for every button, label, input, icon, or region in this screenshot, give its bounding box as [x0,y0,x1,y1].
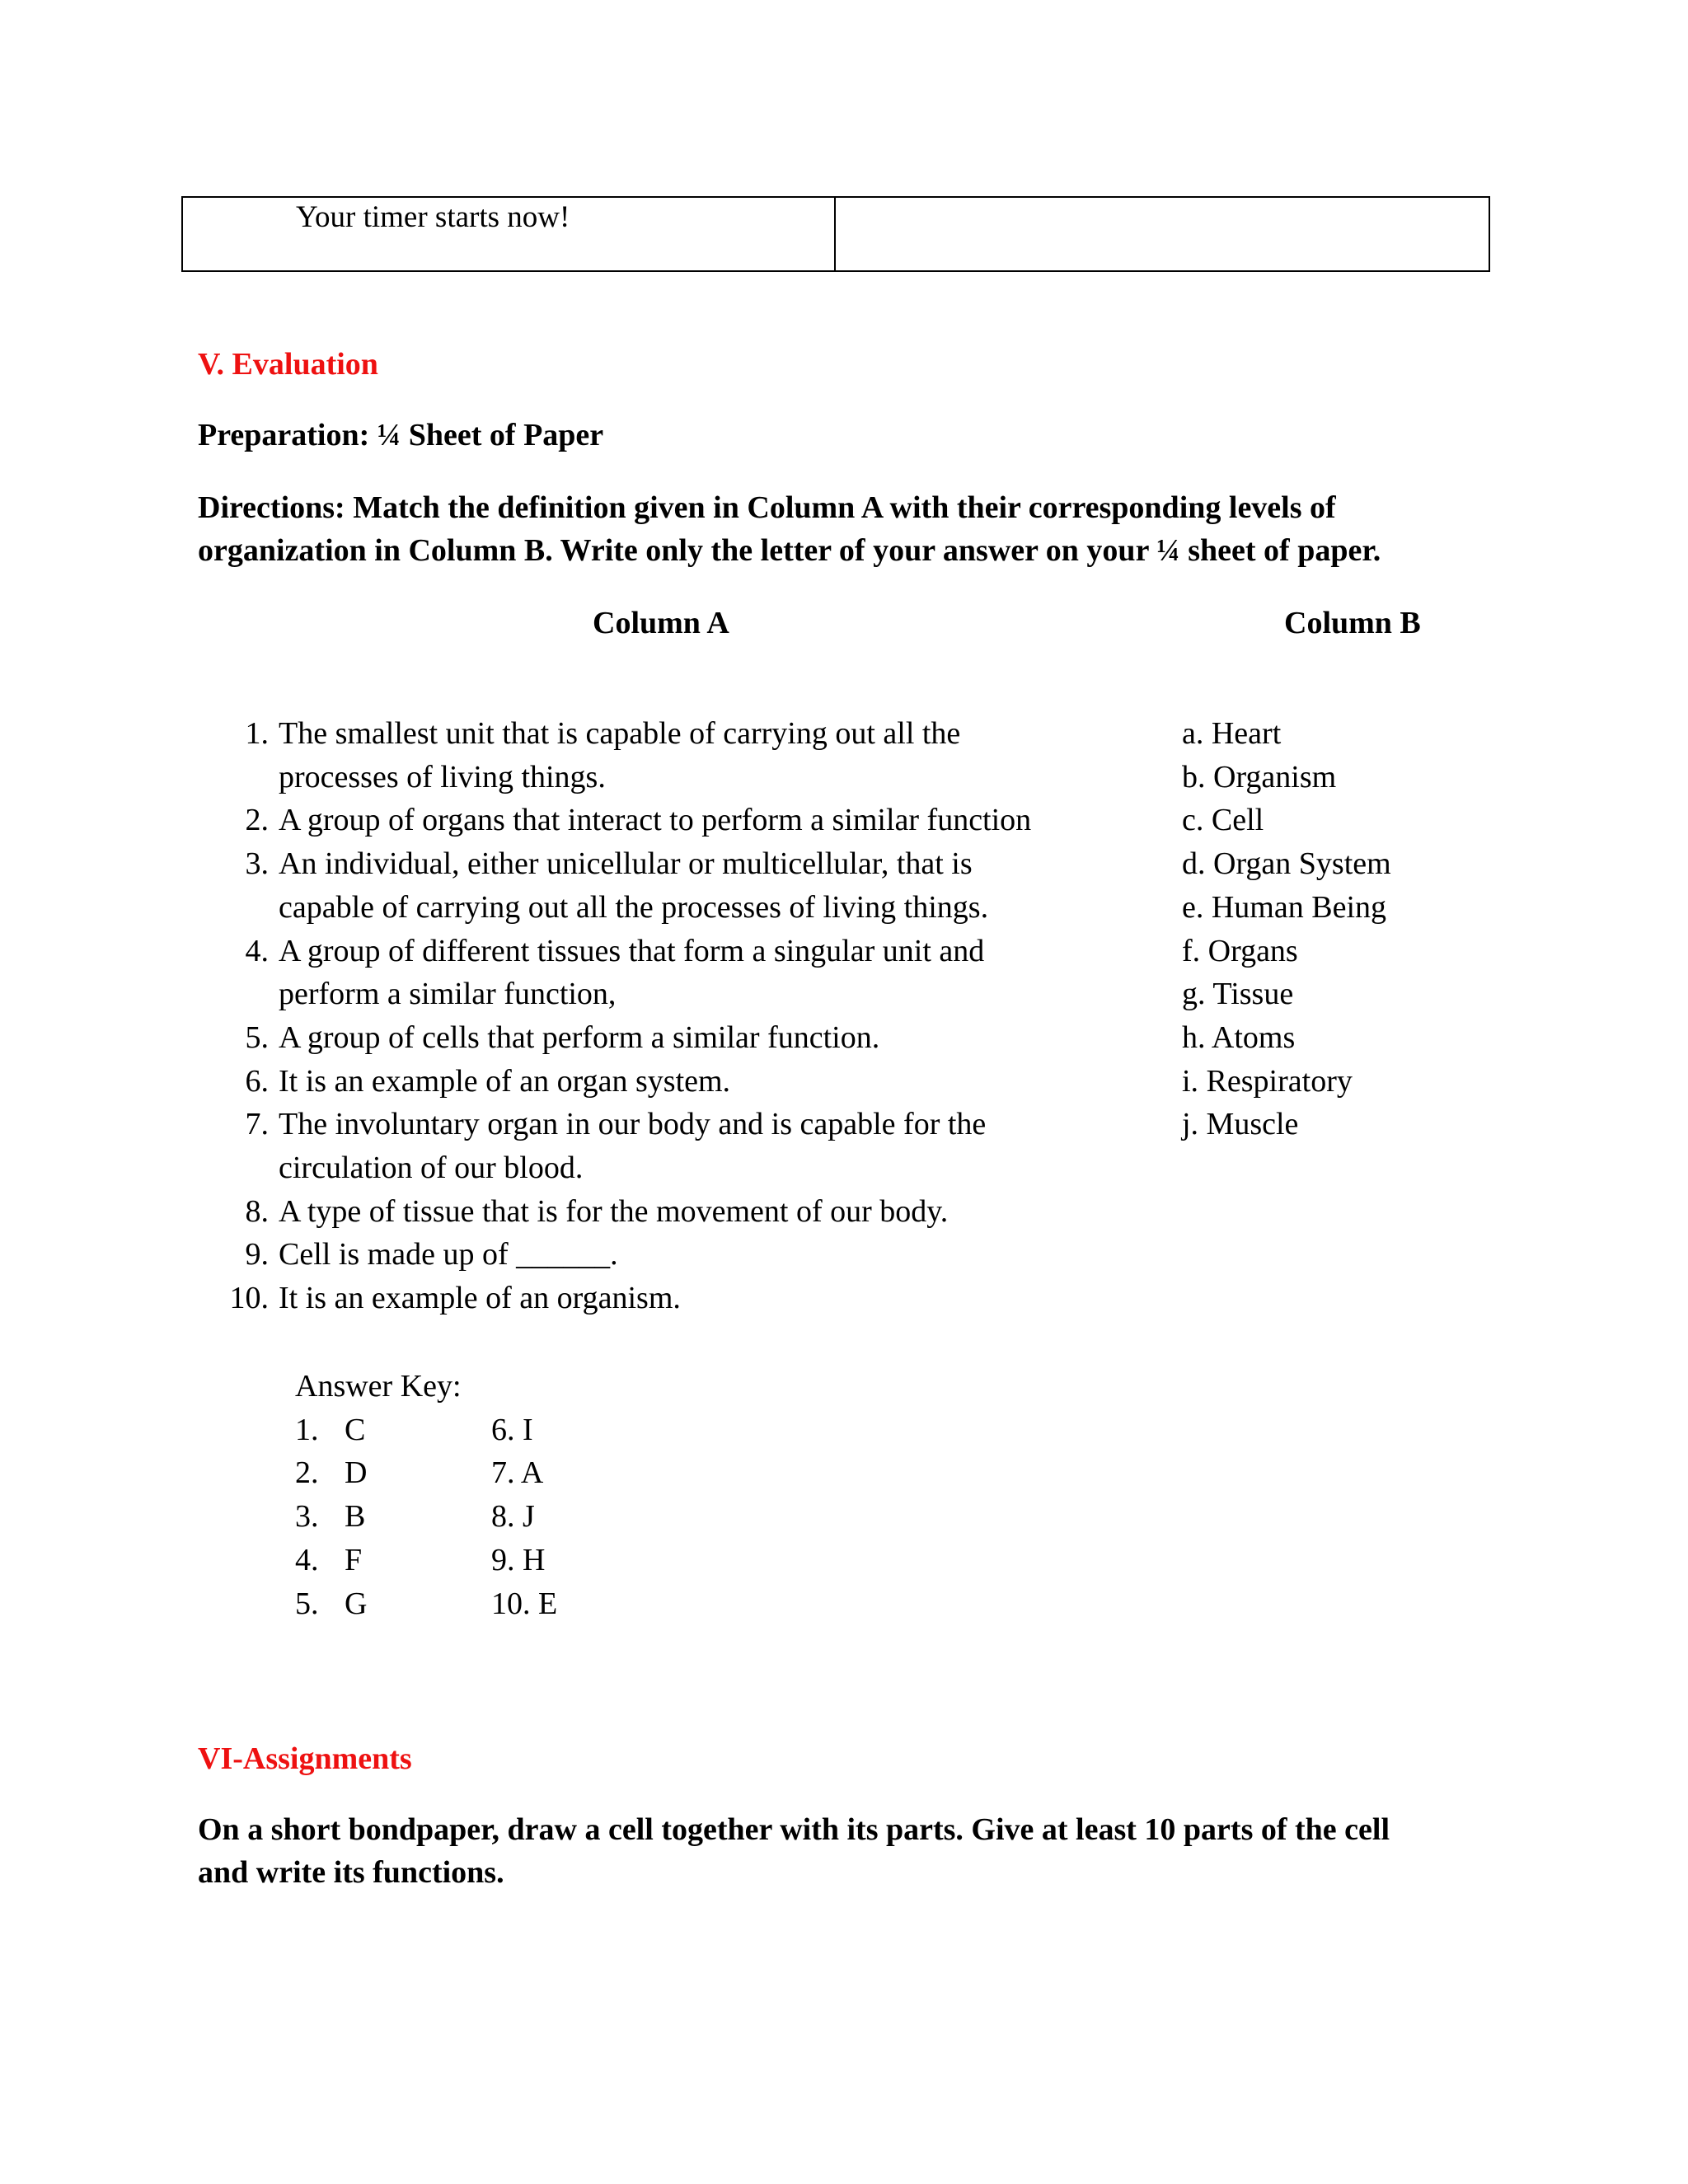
column-b-header: Column B [1284,606,1421,640]
list-item: 1. The smallest unit that is capable of carrying out all the processes of living things. [245,716,961,794]
choice-item: a. Heart [1182,716,1282,751]
answer-key-title: Answer Key: [295,1369,462,1404]
list-item: 7. The involuntary organ in our body and is capable for the circulation of our blood. [245,1107,987,1186]
column-a-list [229,712,1146,1320]
answer-key-row: 1. C 6. I [295,1412,533,1447]
list-item: 8. A type of tissue that is for the movement of our body. [245,1193,949,1229]
list-item: 6. It is an example of an organ system. [245,1063,731,1099]
answer-key-row: 5. G 10. E [295,1586,558,1621]
choice-item: i. Respiratory [1182,1063,1353,1099]
evaluation-heading: V. Evaluation [198,347,378,382]
choice-item: g. Tissue [1182,977,1294,1012]
directions-line-1: Directions: Match the definition given in Column A with their corresponding levels of [198,490,1336,525]
timer-table [181,196,1490,272]
choice-item: c. Cell [1182,803,1264,838]
assignments-heading: VI-Assignments [198,1741,412,1776]
choice-item: f. Organs [1182,933,1298,968]
assignment-line-2: and write its functions. [198,1855,504,1890]
column-a-header: Column A [593,606,729,640]
answer-key-row: 4. F 9. H [295,1542,546,1577]
assignment-line-1: On a short bondpaper, draw a cell together with its parts. Give at least 10 parts of the cell [198,1812,1390,1847]
list-item: 9. Cell is made up of ______. [245,1237,618,1272]
list-item: 3. An individual, either unicellular or multicellular, that is capable of carrying out all the processes of living things. [245,846,989,925]
list-item: 4. A group of different tissues that form a singular unit and perform a similar function, [245,933,985,1012]
list-item: 10. It is an example of an organism. [229,1281,681,1316]
answer-key-row: 2. D 7. A [295,1455,544,1491]
column-b-list [1182,712,1512,1146]
choice-item: d. Organ System [1182,846,1391,882]
choice-item: e. Human Being [1182,889,1387,925]
answer-key [295,1365,656,1625]
timer-cell-text: Your timer starts now! [296,200,570,234]
list-item: 2. A group of organs that interact to perform a similar function [245,803,1032,838]
preparation-line: Preparation: ¼ Sheet of Paper [198,418,604,452]
table-divider [834,198,836,270]
choice-item: h. Atoms [1182,1019,1296,1055]
list-item: 5. A group of cells that perform a similar function. [245,1019,880,1055]
directions-line-2: organization in Column B. Write only the letter of your answer on your ¼ sheet of paper. [198,533,1381,568]
choice-item: j. Muscle [1182,1107,1299,1142]
answer-key-row: 3. B 8. J [295,1499,535,1535]
choice-item: b. Organism [1182,759,1337,794]
